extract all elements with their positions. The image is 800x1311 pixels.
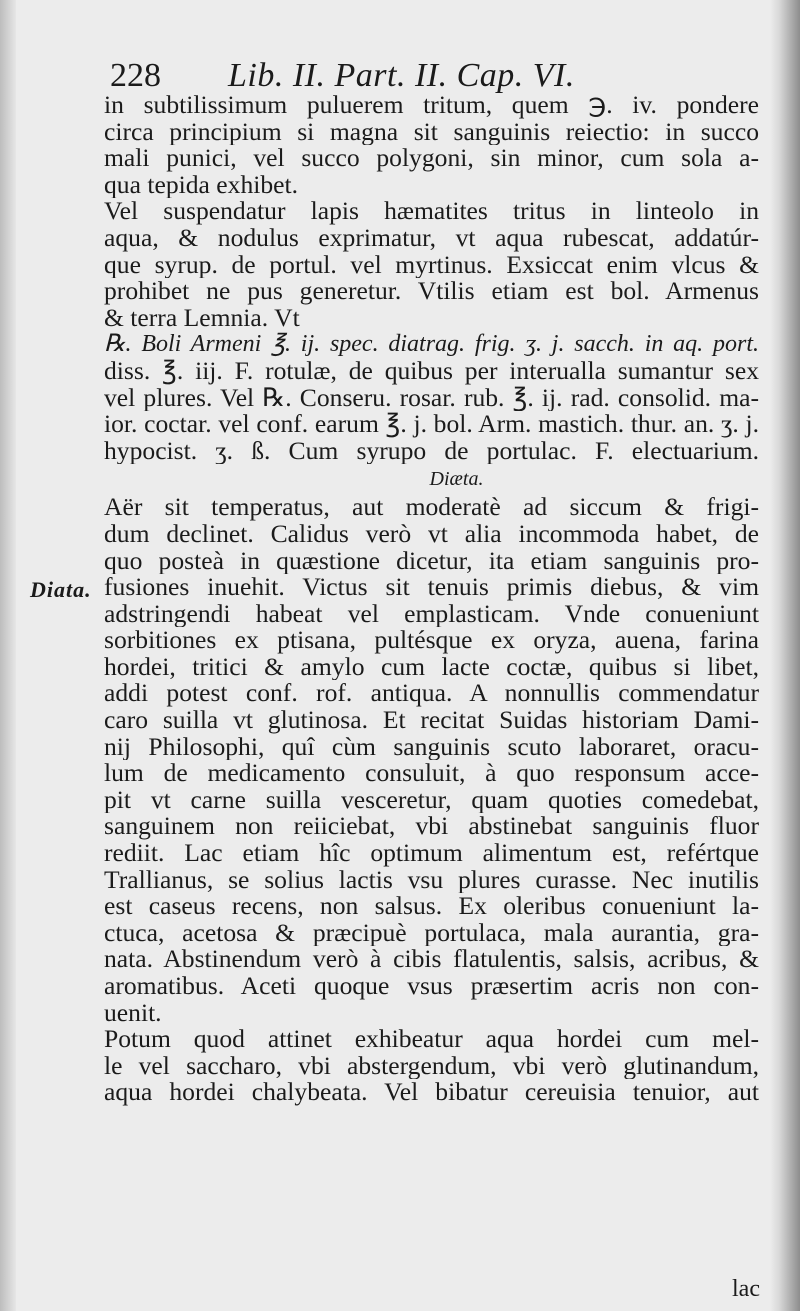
text-line: dum declinet. Calidus verò vt alia incommoda habet, de (104, 520, 759, 548)
text-line: est caseus recens, non salsus. Ex oleribus conueniunt la- (104, 893, 759, 920)
text-line: diss. ℥. iij. F. rotulæ, de quibus per interualla sumantur sex (104, 357, 759, 385)
text-line: que syrup. de portul. vel myrtinus. Exsiccat enim vlcus & (104, 251, 759, 279)
body-text (104, 92, 759, 1106)
text-line: hordei, tritici & amylo cum lacte coctæ, quibus si libet, (104, 653, 759, 681)
section-heading: Diæta. (429, 468, 484, 491)
text-line: uenit. (104, 999, 162, 1027)
page-number: 228 (110, 57, 161, 94)
text-line: circa principium si magna sit sanguinis reiectio: in succo (104, 118, 759, 146)
margin-note: Diata. (30, 577, 92, 602)
text-line: sanguinem non reiiciebat, vbi abstinebat sanguinis fluor (104, 813, 759, 841)
text-line: qua tepida exhibet. (104, 171, 299, 199)
text-line: nata. Abstinendum verò à cibis flatulentis, salsis, acribus, & (104, 946, 759, 973)
text-line: Trallianus, se solius lactis vsu plures curasse. Nec inutilis (104, 866, 759, 894)
text-line: Potum quod attinet exhibeatur aqua hordei cum mel- (104, 1026, 759, 1053)
scan-edge-right (770, 0, 800, 1311)
text-line: prohibet ne pus generetur. Vtilis etiam est bol. Armenus (104, 278, 759, 305)
text-line: fusiones inuehit. Victus sit tenuis primis diebus, & vim (104, 574, 759, 601)
text-line: ctuca, acetosa & præcipuè portulaca, mala aurantia, gra- (104, 919, 759, 947)
text-line: rediit. Lac etiam hîc optimum alimentum est, refértque (104, 840, 759, 867)
text-line: mali punici, vel succo polygoni, sin minor, cum sola a- (104, 145, 759, 172)
text-line: & terra Lemnia. Vt (104, 304, 300, 332)
text-line: pit vt carne suilla vesceretur, quam quoties comedebat, (104, 786, 759, 814)
running-head: Lib. II. Part. II. Cap. VI. (228, 57, 575, 94)
text-line: aqua hordei chalybeata. Vel bibatur cereuisia tenuior, aut (104, 1079, 759, 1106)
text-line: le vel saccharo, vbi abstergendum, vbi verò glutinandum, (104, 1052, 759, 1080)
text-line: quo posteà in quæstione dicetur, ita etiam sanguinis pro- (104, 547, 759, 575)
text-line: sorbitiones ex ptisana, pultésque ex oryza, auena, farina (104, 627, 759, 654)
catchword: lac (732, 1276, 760, 1302)
text-line: ior. coctar. vel conf. earum ℥. j. bol. Arm. mastich. thur. an. ʒ. j. (104, 411, 759, 438)
text-line: in subtilissimum puluerem tritum, quem ℈. iv. pondere (104, 92, 759, 119)
scan-edge-left (0, 0, 16, 1311)
text-line: addi potest conf. rof. antiqua. A nonnullis commendatur (104, 680, 759, 708)
text-line: Vel suspendatur lapis hæmatites tritus in linteolo in (104, 198, 759, 225)
text-line: lum de medicamento consuluit, à quo responsum acce- (104, 760, 759, 787)
text-line: hypocist. ʒ. ß. Cum syrupo de portulac. F. electuarium. (104, 437, 759, 465)
text-line: caro suilla vt glutinosa. Et recitat Suidas historiam Dami- (104, 707, 759, 734)
text-line: adstringendi habeat vel emplasticam. Vnde conueniunt (104, 600, 759, 628)
recipe-line: ℞. Boli Armeni ℥. ij. spec. diatrag. frig. ʒ. j. sacch. in aq. port. (104, 331, 759, 358)
text-line: vel plures. Vel ℞. Conseru. rosar. rub. ℥. ij. rad. consolid. ma- (104, 384, 759, 412)
text-line: Aër sit temperatus, aut moderatè ad siccum & frigi- (104, 494, 759, 521)
text-line: aqua, & nodulus exprimatur, vt aqua rubescat, addatúr- (104, 224, 759, 252)
text-line: aromatibus. Aceti quoque vsus præsertim acris non con- (104, 973, 759, 1000)
text-line: nij Philosophi, quî cùm sanguinis scuto laboraret, oracu- (104, 733, 759, 761)
